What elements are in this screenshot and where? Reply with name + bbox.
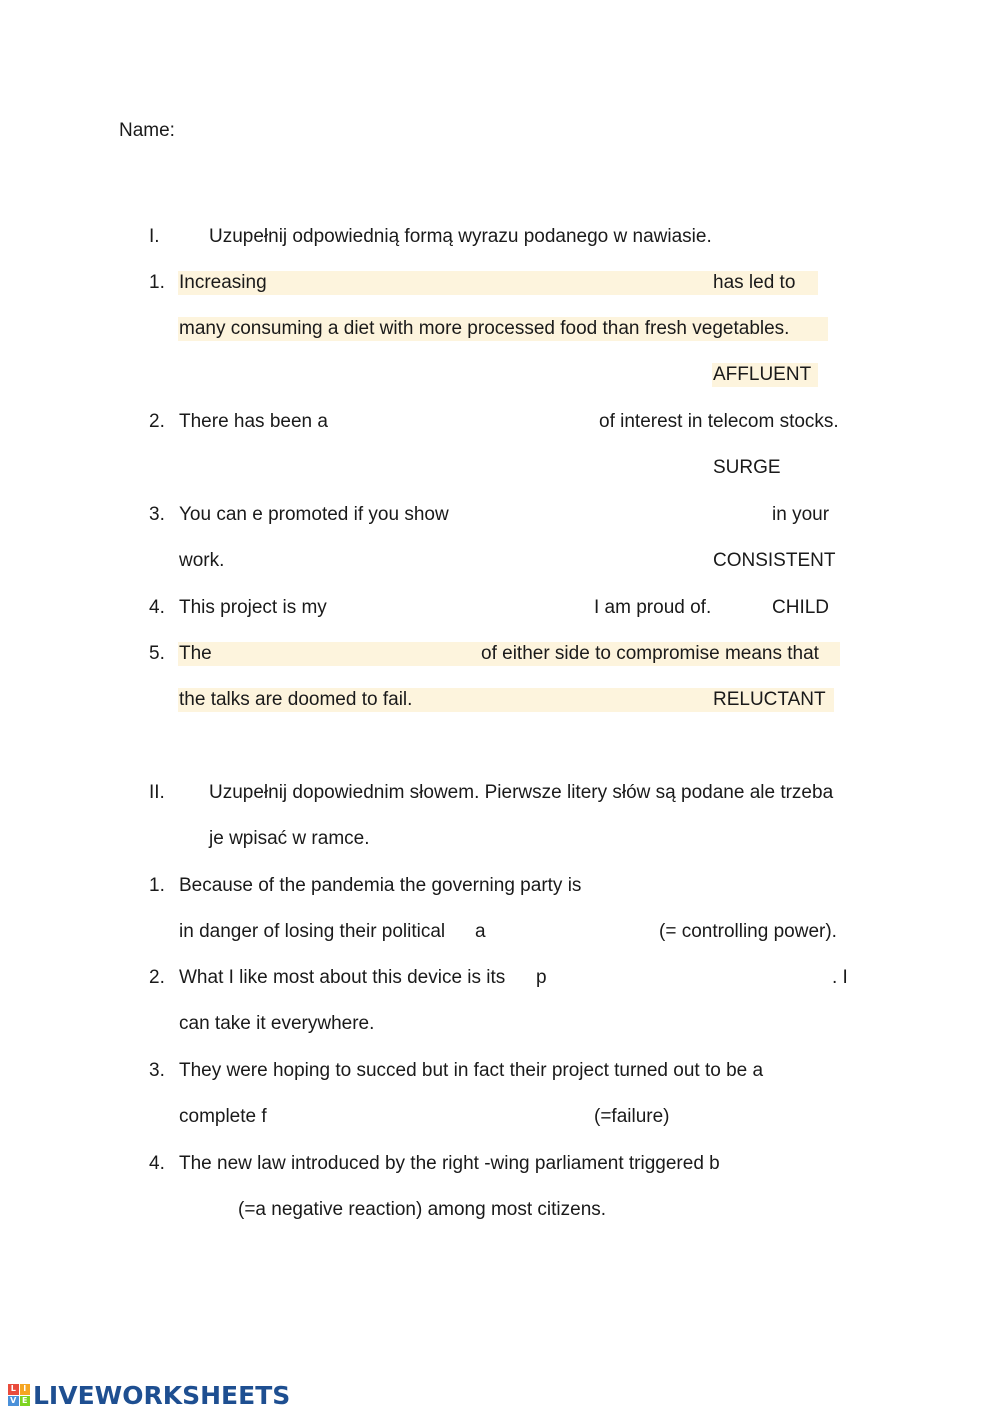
ii-item-1-line1: Because of the pandemia the governing party is [179,875,582,896]
item-4-number: 4. [149,597,165,618]
section-2-instruction-line2: je wpisać w ramce. [209,828,370,849]
section-1-numeral: I. [149,226,160,247]
item-5-text-after: of either side to compromise means that [481,643,819,664]
item-5-answer-gap[interactable] [222,642,472,667]
ii-item-1-line2-after: (= controlling power). [659,921,837,942]
ii-item-2-line2: can take it everywhere. [179,1013,375,1034]
ii-item-4-line2: (=a negative reaction) among most citizens. [238,1199,607,1220]
name-label: Name: [119,120,175,141]
item-1-text-line2: many consuming a diet with more processed food than fresh vegetables. [179,318,790,339]
ii-item-2-answer-gap[interactable] [554,966,824,991]
item-3-text-line2: work. [179,550,225,571]
ii-item-3-line1: They were hoping to succed but in fact their project turned out to be a [179,1060,764,1081]
item-2-text-before: There has been a [179,411,328,432]
item-2-keyword: SURGE [713,457,781,478]
item-4-keyword: CHILD [772,597,830,618]
item-4-text-after: I am proud of. [594,597,712,618]
ii-item-3-answer-gap[interactable] [278,1105,583,1130]
item-2-text-after: of interest in telecom stocks. [599,411,839,432]
item-1-text-after: has led to [713,272,796,293]
item-3-answer-gap[interactable] [475,503,763,528]
item-5-text-before: The [179,643,212,664]
ii-item-2-text-after: . I [832,967,848,988]
liveworksheets-logo [8,1380,290,1410]
ii-item-2-number: 2. [149,967,165,988]
section-1-instruction: Uzupełnij odpowiednią formą wyrazu podanego w nawiasie. [209,226,712,247]
ii-item-4-answer-gap[interactable] [760,1152,840,1177]
ii-item-2-first-letter: p [536,967,547,988]
item-3-text-before: You can e promoted if you show [179,504,449,525]
ii-item-4-number: 4. [149,1153,165,1174]
item-2-number: 2. [149,411,165,432]
item-1-number: 1. [149,272,165,293]
item-1-answer-gap[interactable] [280,271,700,296]
item-3-keyword: CONSISTENT [713,550,836,571]
logo-mark-icon: L I V E [8,1384,30,1406]
logo-text: LIVEWORKSHEETS [33,1380,291,1410]
ii-item-3-line2-after: (=failure) [594,1106,670,1127]
ii-item-1-line2-before: in danger of losing their political [179,921,446,942]
section-2-instruction-line1: Uzupełnij dopowiednim słowem. Pierwsze litery słów są podane ale trzeba [209,782,834,803]
item-2-answer-gap[interactable] [345,410,590,435]
section-2-numeral: II. [149,782,165,803]
item-3-number: 3. [149,504,165,525]
ii-item-3-line2-before: complete f [179,1106,267,1127]
item-1-text-before: Increasing [179,272,267,293]
ii-item-2-text-before: What I like most about this device is its [179,967,506,988]
ii-item-1-number: 1. [149,875,165,896]
ii-item-1-first-letter: a [475,921,486,942]
item-3-text-after: in your [772,504,830,525]
ii-item-1-answer-gap[interactable] [492,920,650,945]
item-1-keyword: AFFLUENT [713,364,812,385]
item-5-keyword: RELUCTANT [713,689,826,710]
ii-item-4-line1: The new law introduced by the right -wing parliament triggered b [179,1153,720,1174]
ii-item-3-number: 3. [149,1060,165,1081]
item-5-number: 5. [149,643,165,664]
item-5-text-line2: the talks are doomed to fail. [179,689,413,710]
item-4-text-before: This project is my [179,597,327,618]
item-4-answer-gap[interactable] [345,596,585,621]
